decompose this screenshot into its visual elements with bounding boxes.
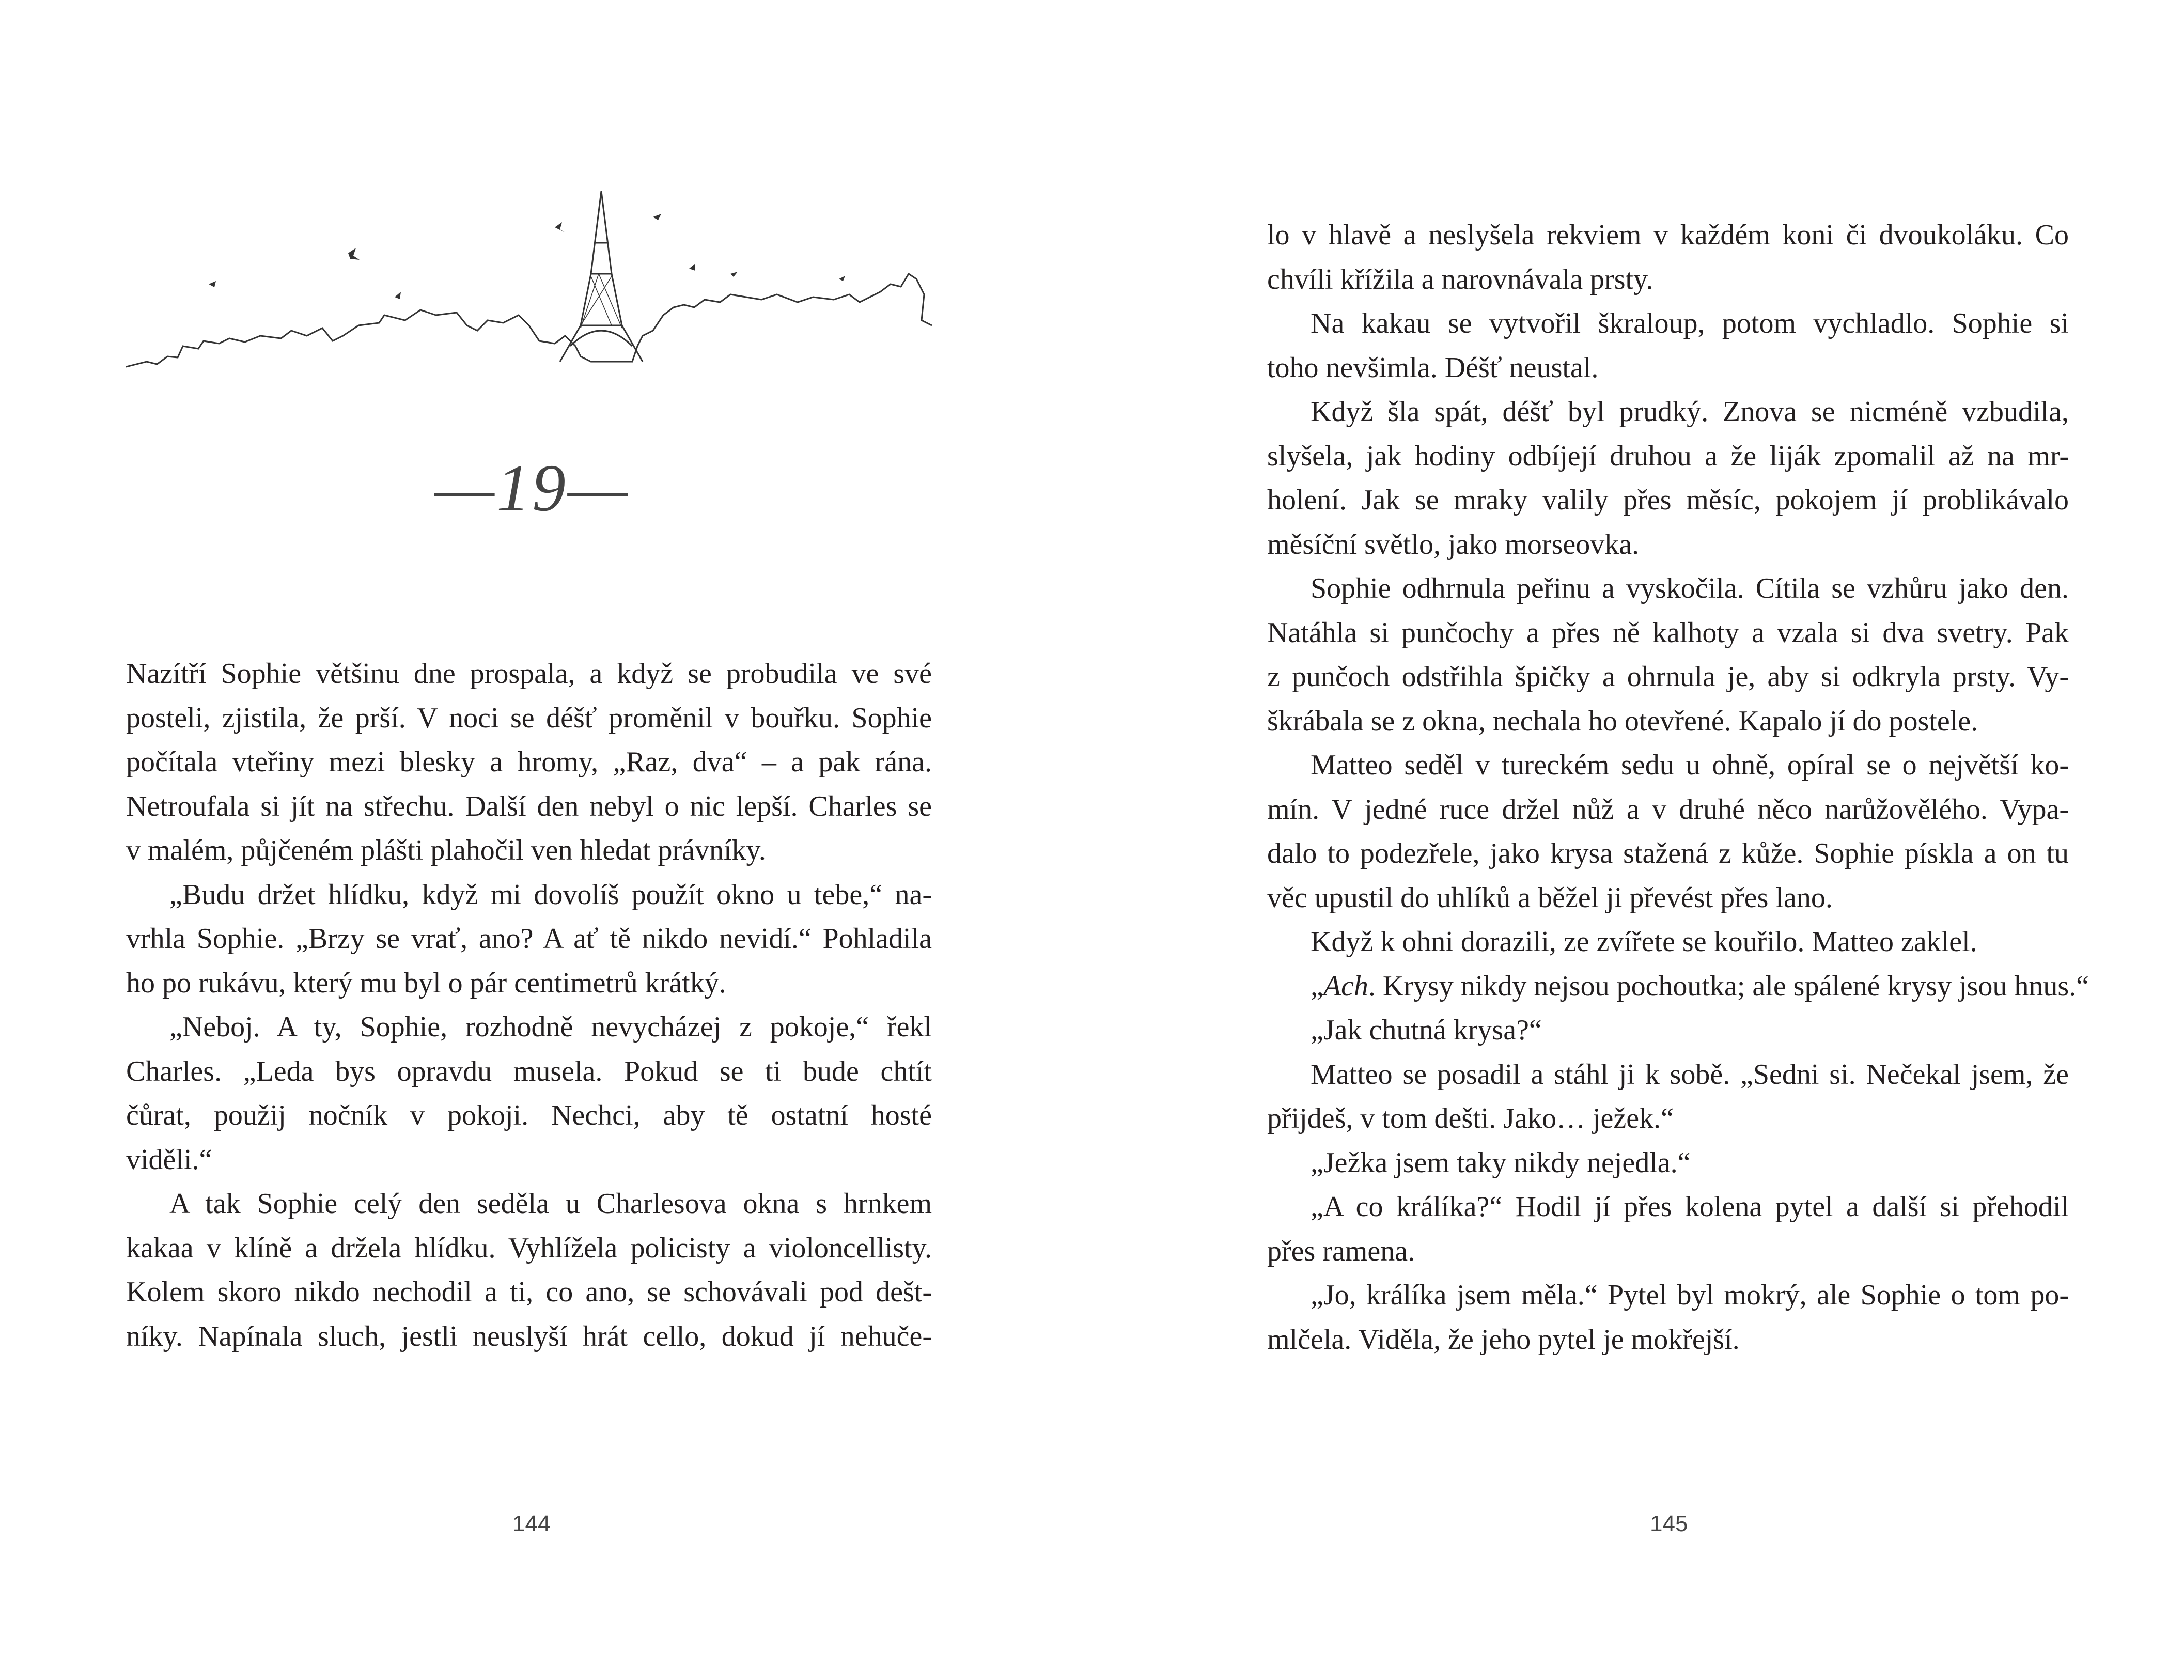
text-line: chvíli křížila a narovnávala prsty. [1267, 263, 1653, 295]
text-line: čůrat, použij nočník v pokoji. Nechci, aby tě ostatní hosté [126, 1099, 932, 1131]
paragraph [1267, 302, 2069, 390]
text-line: Nazítří Sophie většinu dne prospala, a když se probudila ve své [126, 658, 932, 690]
text-line: kakaa v klíně a držela hlídku. Vyhlížela policisty a violoncellisty. [126, 1232, 932, 1264]
text-line: Na kakau se vytvořil škraloup, potom vychladlo. Sophie si [1311, 307, 2069, 339]
text-line: „Budu držet hlídku, když mi dovolíš použít okno u tebe,“ na- [169, 878, 932, 911]
page-number-right: 145 [1650, 1511, 1688, 1536]
paragraph [1267, 920, 2069, 965]
text-line: lo v hlavě a neslyšela rekviem v každém koni či dvoukoláku. Co [1267, 219, 2069, 251]
paragraph [1267, 213, 2069, 302]
text-line: Matteo seděl v tureckém sedu u ohně, opíral se o největší ko- [1311, 749, 2069, 781]
text-line: mín. V jedné ruce držel nůž a v druhé něco narůžovělého. Vypa- [1267, 793, 2069, 826]
italic-text: Ach [1323, 970, 1368, 1002]
text-line: Natáhla si punčochy a přes ně kalhoty a vzala si dva svetry. Pak [1267, 616, 2069, 649]
text-line: vrhla Sophie. „Brzy se vrať, ano? A ať tě nikdo nevidí.“ Pohladila [126, 923, 932, 955]
text-line: toho nevšimla. Déšť neustal. [1267, 351, 1599, 384]
text-line: „Ježka jsem taky nikdy nejedla.“ [1311, 1146, 1691, 1179]
paragraph [126, 652, 932, 873]
page-number-left: 144 [512, 1511, 551, 1536]
text-line: přes ramena. [1267, 1235, 1415, 1267]
text-line [1267, 965, 2089, 1009]
text-line: Kolem skoro nikdo nechodil a ti, co ano, se schovávali pod dešt- [126, 1276, 932, 1308]
text-line: v malém, půjčeném plášti plahočil ven hledat právníky. [126, 834, 766, 866]
paragraph [1267, 567, 2069, 743]
paragraph [1267, 1141, 2069, 1186]
text-line: věc upustil do uhlíků a běžel ji převést přes lano. [1267, 881, 1833, 914]
text-line: z punčoch odstřihla špičky a ohrnula je, aby si odkryla prsty. Vy- [1267, 661, 2069, 693]
paragraph [126, 1005, 932, 1182]
text-line: škrábala se z okna, nechala ho otevřené. Kapalo jí do postele. [1267, 705, 1978, 737]
right-page [1092, 0, 2184, 1680]
text-line: počítala vteřiny mezi blesky a hromy, „Raz, dva“ – a pak rána. [126, 746, 932, 778]
paris-skyline-illustration [126, 191, 932, 387]
paragraph [126, 1182, 932, 1359]
text-line: A tak Sophie celý den seděla u Charlesova okna s hrnkem [169, 1188, 932, 1220]
text-line: mlčela. Viděla, že jeho pytel je mokřejší. [1267, 1323, 1740, 1356]
paragraph [1267, 965, 2089, 1009]
text-line: měsíční světlo, jako morseovka. [1267, 528, 1640, 561]
text-segment: . Krysy nikdy nejsou pochoutka; ale spálené krysy jsou hnus.“ [1368, 970, 2089, 1002]
text-line: „Neboj. A ty, Sophie, rozhodně nevycházej z pokoje,“ řekl [169, 1011, 932, 1043]
text-line: holení. Jak se mraky valily přes měsíc, pokojem jí problikávalo [1267, 484, 2069, 516]
text-line: Když k ohni dorazili, ze zvířete se kouřilo. Matteo zaklel. [1311, 926, 1977, 958]
paragraph [1267, 1008, 2069, 1053]
paragraph [1267, 1053, 2069, 1141]
right-page-body-text [1267, 213, 2089, 1362]
text-segment: „ [1311, 970, 1323, 1002]
text-line: viděli.“ [126, 1143, 212, 1176]
text-line: níky. Napínala sluch, jestli neuslyší hrát cello, dokud jí nehuče- [126, 1320, 932, 1352]
text-line: Charles. „Leda bys opravdu musela. Pokud se ti bude chtít [126, 1055, 932, 1087]
text-line: Netroufala si jít na střechu. Další den nebyl o nic lepší. Charles se [126, 790, 932, 822]
text-line: ho po rukávu, který mu byl o pár centimetrů krátký. [126, 967, 726, 999]
left-page-body-text [126, 652, 932, 1359]
text-line: dalo to podezřele, jako krysa stažená z kůže. Sophie pískla a on tu [1267, 837, 2069, 869]
paragraph [1267, 390, 2069, 567]
text-line: přijdeš, v tom dešti. Jako… ježek.“ [1267, 1102, 1674, 1134]
chapter-number: —19— [434, 451, 630, 525]
paragraph [1267, 1273, 2069, 1362]
text-line: „Jak chutná krysa?“ [1311, 1014, 1542, 1046]
text-line: Když šla spát, déšť byl prudký. Znova se nicméně vzbudila, [1311, 396, 2069, 428]
text-line: „Jo, králíka jsem měla.“ Pytel byl mokrý, ale Sophie o tom po- [1311, 1279, 2069, 1311]
paragraph [1267, 743, 2069, 920]
text-line: Sophie odhrnula peřinu a vyskočila. Cítila se vzhůru jako den. [1311, 572, 2069, 604]
text-line: Matteo se posadil a stáhl ji k sobě. „Sedni si. Nečekal jsem, že [1311, 1058, 2069, 1091]
text-line: „A co králíka?“ Hodil jí přes kolena pytel a další si přehodil [1311, 1191, 2069, 1223]
text-line: posteli, zjistila, že prší. V noci se déšť proměnil v bouřku. Sophie [126, 702, 932, 734]
text-line: slyšela, jak hodiny odbíjejí druhou a že liják zpomalil až na mr- [1267, 440, 2069, 472]
paragraph [126, 873, 932, 1006]
paragraph [1267, 1185, 2069, 1273]
